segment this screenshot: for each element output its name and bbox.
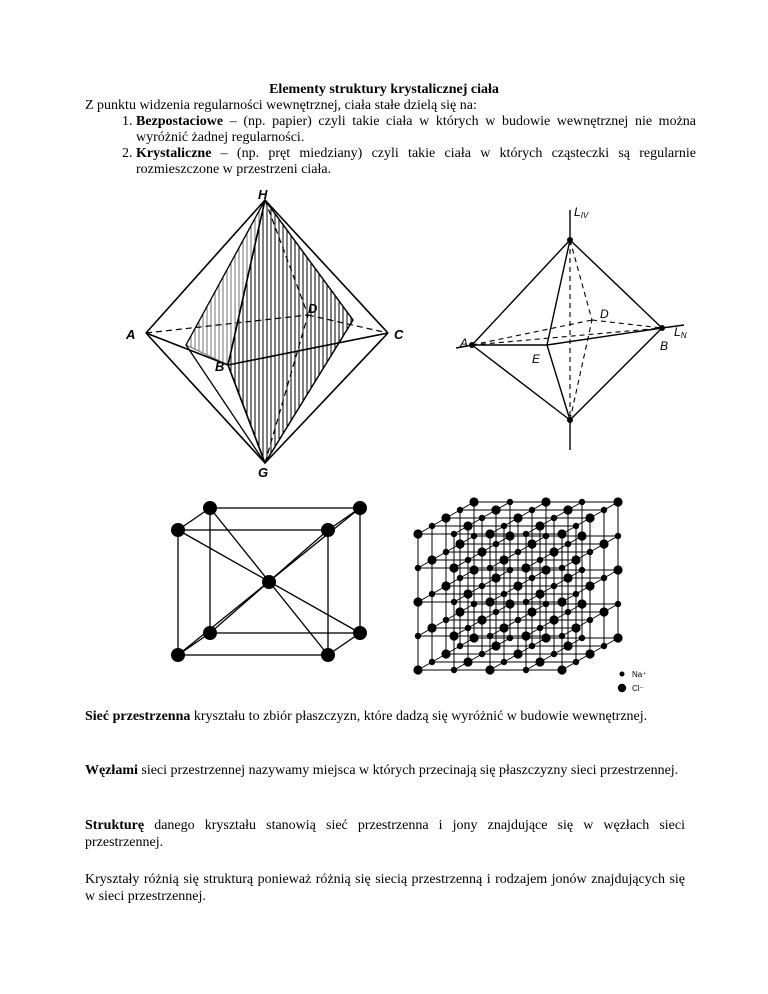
cl-ion <box>557 665 566 674</box>
cl-ion <box>577 531 586 540</box>
cl-ion <box>427 555 436 564</box>
na-ion <box>487 565 493 571</box>
na-ion <box>493 541 499 547</box>
cl-ion <box>505 599 514 608</box>
paragraph-nodes <box>85 762 685 779</box>
cl-ion <box>563 641 572 650</box>
na-ion <box>579 499 585 505</box>
na-ion <box>429 591 435 597</box>
cl-ion <box>585 513 594 522</box>
na-ion <box>615 601 621 607</box>
cl-ion <box>485 665 494 674</box>
cl-ion <box>469 565 478 574</box>
na-ion <box>551 651 557 657</box>
list-item-text: – (np. papier) czyli takie ciała w których w budowie wewnętrznej nie można wyróżnić żadnej regularności. <box>136 114 696 145</box>
cl-ion <box>613 633 622 642</box>
legend-label: Na⁺ <box>632 670 647 679</box>
nacl-lattice-figure <box>400 462 682 697</box>
legend-marker <box>620 672 625 677</box>
paragraph-text: kryształu to zbiór płaszczyzn, które dadzą się wyróżnić w budowie wewnętrznej. <box>190 709 648 724</box>
vertex-label-c: C <box>394 327 404 342</box>
cl-ion <box>557 529 566 538</box>
cl-ion <box>585 581 594 590</box>
vertex-label-e: E <box>532 352 541 366</box>
legend-label: Cl⁻ <box>632 684 644 693</box>
cl-ion <box>477 547 486 556</box>
na-ion <box>579 635 585 641</box>
na-ion <box>451 531 457 537</box>
octahedron-figure-left <box>118 185 410 480</box>
vertex-label-d: D <box>600 307 609 321</box>
axis-label-vertical: LIV <box>574 205 589 220</box>
cl-ion <box>521 631 530 640</box>
cl-ion <box>571 623 580 632</box>
cl-ion <box>549 615 558 624</box>
na-ion <box>429 523 435 529</box>
list-item-term: Bezpostaciowe <box>136 114 224 129</box>
na-ion <box>551 515 557 521</box>
term: Strukturę <box>85 818 145 833</box>
cl-ion <box>535 657 544 666</box>
na-ion <box>501 659 507 665</box>
cl-ion <box>413 529 422 538</box>
cl-ion <box>527 539 536 548</box>
vertex-label-h: H <box>258 187 268 202</box>
paragraph-crystals-differ <box>85 871 685 905</box>
na-ion <box>565 609 571 615</box>
na-ion <box>479 651 485 657</box>
na-ion <box>479 515 485 521</box>
cl-ion <box>513 581 522 590</box>
cl-ion <box>499 555 508 564</box>
na-ion <box>523 531 529 537</box>
cl-ion <box>613 497 622 506</box>
na-ion <box>615 533 621 539</box>
na-ion <box>587 617 593 623</box>
na-ion <box>457 507 463 513</box>
bcc-cell-figure <box>158 498 380 673</box>
na-ion <box>537 625 543 631</box>
solids-types-list <box>110 114 696 178</box>
cl-ion <box>491 641 500 650</box>
na-ion <box>587 549 593 555</box>
na-ion <box>559 565 565 571</box>
cl-ion <box>485 597 494 606</box>
na-ion <box>465 625 471 631</box>
na-ion <box>601 507 607 513</box>
na-ion <box>457 575 463 581</box>
vertex-label-a: A <box>126 327 136 342</box>
cl-ion <box>413 597 422 606</box>
na-ion <box>529 507 535 513</box>
na-ion <box>515 549 521 555</box>
cl-ion <box>441 581 450 590</box>
na-ion <box>471 533 477 539</box>
paragraph-text: danego kryształu stanowią sieć przestrzenna i jony znajdujące się w węzłach sieci przestrzennej. <box>85 818 685 850</box>
cl-ion <box>563 573 572 582</box>
cl-ion <box>469 497 478 506</box>
vertex-label-a: A <box>460 336 469 350</box>
cl-ion <box>477 615 486 624</box>
na-ion <box>443 617 449 623</box>
na-ion <box>565 541 571 547</box>
cl-ion <box>485 529 494 538</box>
cl-ion <box>449 563 458 572</box>
cl-ion <box>549 547 558 556</box>
vertex-label-b: B <box>215 359 225 374</box>
list-item <box>136 146 696 178</box>
na-ion <box>537 557 543 563</box>
axis-label-horizontal: LN <box>674 325 687 340</box>
cl-ion <box>505 531 514 540</box>
na-ion <box>507 635 513 641</box>
na-ion <box>573 659 579 665</box>
cl-ion <box>441 513 450 522</box>
cl-ion <box>469 633 478 642</box>
na-ion <box>573 523 579 529</box>
list-item <box>136 114 696 146</box>
na-ion <box>573 591 579 597</box>
cl-ion <box>499 623 508 632</box>
cl-ion <box>513 513 522 522</box>
list-item-text: – (np. pręt miedziany) czyli takie ciała w których cząsteczki są regularnie rozmieszczone w przestrzeni ciała. <box>136 146 696 177</box>
cl-ion <box>413 665 422 674</box>
na-ion <box>465 557 471 563</box>
cl-ion <box>599 539 608 548</box>
vertex-label-d: D <box>308 301 318 316</box>
na-ion <box>415 633 421 639</box>
cl-ion <box>585 649 594 658</box>
na-ion <box>429 659 435 665</box>
na-ion <box>529 643 535 649</box>
cl-ion <box>541 565 550 574</box>
term: Węzłami <box>85 763 138 778</box>
cl-ion <box>463 589 472 598</box>
paragraph-text: Kryształy różnią się strukturą ponieważ różnią się siecią przestrzenną i rodzajem jonów znajdujących się w sieci przestrzennej. <box>85 872 685 904</box>
term: Sieć przestrzenna <box>85 709 191 724</box>
na-ion <box>507 567 513 573</box>
cl-ion <box>455 607 464 616</box>
na-ion <box>523 599 529 605</box>
cl-ion <box>513 649 522 658</box>
cl-ion <box>563 505 572 514</box>
vertex-label-b: B <box>660 339 669 353</box>
cl-ion <box>455 539 464 548</box>
cl-ion <box>521 563 530 572</box>
na-ion <box>601 575 607 581</box>
cl-ion <box>577 599 586 608</box>
list-item-term: Krystaliczne <box>136 146 212 161</box>
na-ion <box>501 523 507 529</box>
cl-ion <box>463 521 472 530</box>
na-ion <box>501 591 507 597</box>
na-ion <box>443 549 449 555</box>
na-ion <box>487 633 493 639</box>
na-ion <box>559 633 565 639</box>
cl-ion <box>557 597 566 606</box>
cl-ion <box>541 497 550 506</box>
vertex-label-g: G <box>258 465 269 480</box>
cl-ion <box>427 623 436 632</box>
cl-ion <box>449 631 458 640</box>
na-ion <box>515 617 521 623</box>
cl-ion <box>599 607 608 616</box>
paragraph-space-lattice <box>85 708 685 725</box>
na-ion <box>579 567 585 573</box>
legend-marker <box>618 684 626 692</box>
na-ion <box>479 583 485 589</box>
paragraph-text: sieci przestrzennej nazywamy miejsca w których przecinają się płaszczyzny sieci przestrzennej. <box>137 763 679 778</box>
cl-ion <box>541 633 550 642</box>
na-ion <box>507 499 513 505</box>
na-ion <box>493 609 499 615</box>
cl-ion <box>527 607 536 616</box>
na-ion <box>451 599 457 605</box>
cl-ion <box>535 521 544 530</box>
document-title: Elementy struktury krystalicznej ciała <box>269 82 499 97</box>
na-ion <box>415 565 421 571</box>
cl-ion <box>571 555 580 564</box>
na-ion <box>543 601 549 607</box>
na-ion <box>529 575 535 581</box>
na-ion <box>523 667 529 673</box>
cl-ion <box>535 589 544 598</box>
paragraph-structure <box>85 817 685 851</box>
intro-text: Z punktu widzenia regularności wewnętrznej, ciała stałe dzielą się na: <box>85 98 477 113</box>
cl-ion <box>491 573 500 582</box>
na-ion <box>457 643 463 649</box>
na-ion <box>543 533 549 539</box>
cl-ion <box>613 565 622 574</box>
cl-ion <box>463 657 472 666</box>
octahedron-figure-right <box>452 200 702 455</box>
cl-ion <box>491 505 500 514</box>
na-ion <box>451 667 457 673</box>
na-ion <box>471 601 477 607</box>
na-ion <box>601 643 607 649</box>
na-ion <box>551 583 557 589</box>
cl-ion <box>441 649 450 658</box>
